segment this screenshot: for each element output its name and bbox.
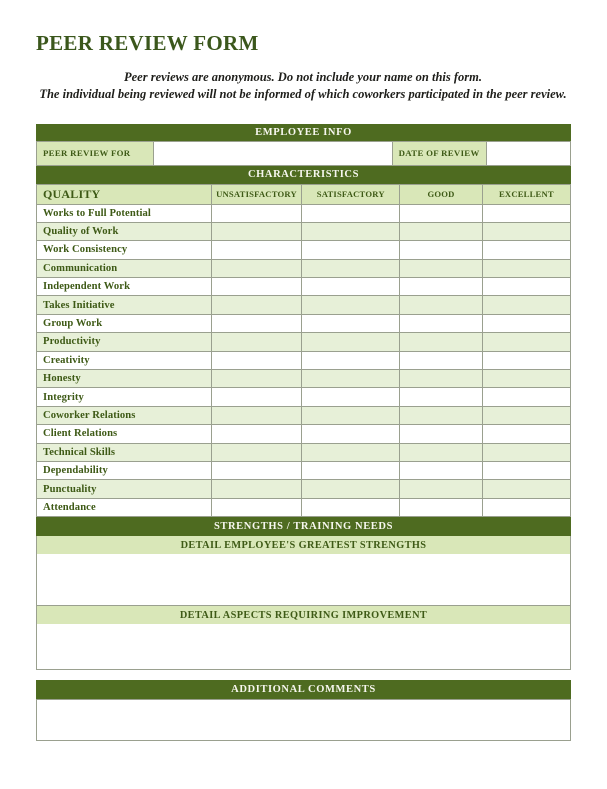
rating-cell-good[interactable] — [400, 480, 483, 498]
rating-cell-good[interactable] — [400, 205, 483, 223]
rating-cell-satisfactory[interactable] — [302, 315, 400, 333]
rating-cell-good[interactable] — [400, 407, 483, 425]
section-header-characteristics: CHARACTERISTICS — [36, 166, 571, 184]
rating-cell-excellent[interactable] — [483, 370, 571, 388]
rating-cell-unsatisfactory[interactable] — [212, 260, 303, 278]
characteristic-row — [37, 205, 571, 223]
rating-cell-unsatisfactory[interactable] — [212, 205, 303, 223]
rating-cell-unsatisfactory[interactable] — [212, 480, 303, 498]
rating-cell-excellent[interactable] — [483, 315, 571, 333]
rating-cell-unsatisfactory[interactable] — [212, 352, 303, 370]
rating-cell-unsatisfactory[interactable] — [212, 315, 303, 333]
rating-cell-good[interactable] — [400, 352, 483, 370]
employee-info-table — [36, 141, 571, 166]
subsection-header-greatest-strengths: DETAIL EMPLOYEE'S GREATEST STRENGTHS — [36, 536, 571, 554]
rating-cell-excellent[interactable] — [483, 260, 571, 278]
rating-cell-unsatisfactory[interactable] — [212, 444, 303, 462]
rating-cell-good[interactable] — [400, 499, 483, 517]
characteristic-label: Communication — [37, 260, 212, 278]
page-title: PEER REVIEW FORM — [36, 31, 259, 55]
characteristics-rows — [37, 205, 571, 518]
rating-cell-good[interactable] — [400, 241, 483, 259]
additional-comments-textarea[interactable] — [36, 699, 571, 741]
rating-cell-good[interactable] — [400, 462, 483, 480]
rating-cell-satisfactory[interactable] — [302, 462, 400, 480]
characteristic-row — [37, 480, 571, 498]
characteristics-header-row — [37, 185, 571, 205]
rating-cell-excellent[interactable] — [483, 425, 571, 443]
rating-cell-satisfactory[interactable] — [302, 480, 400, 498]
rating-cell-satisfactory[interactable] — [302, 444, 400, 462]
rating-cell-good[interactable] — [400, 444, 483, 462]
date-of-review-input[interactable] — [487, 142, 571, 166]
rating-cell-good[interactable] — [400, 333, 483, 351]
rating-cell-excellent[interactable] — [483, 462, 571, 480]
column-header-quality: QUALITY — [37, 185, 212, 205]
characteristic-label: Integrity — [37, 388, 212, 406]
rating-cell-satisfactory[interactable] — [302, 352, 400, 370]
rating-cell-good[interactable] — [400, 278, 483, 296]
characteristic-row — [37, 241, 571, 259]
characteristic-label: Attendance — [37, 499, 212, 517]
column-header-good: GOOD — [400, 185, 483, 205]
characteristic-row — [37, 499, 571, 517]
characteristic-row — [37, 296, 571, 314]
rating-cell-good[interactable] — [400, 388, 483, 406]
characteristic-row — [37, 425, 571, 443]
rating-cell-good[interactable] — [400, 296, 483, 314]
rating-cell-unsatisfactory[interactable] — [212, 370, 303, 388]
rating-cell-satisfactory[interactable] — [302, 205, 400, 223]
rating-cell-excellent[interactable] — [483, 205, 571, 223]
characteristic-row — [37, 278, 571, 296]
section-header-additional-comments: ADDITIONAL COMMENTS — [36, 680, 571, 699]
rating-cell-good[interactable] — [400, 223, 483, 241]
characteristic-label: Creativity — [37, 352, 212, 370]
characteristic-label: Honesty — [37, 370, 212, 388]
rating-cell-good[interactable] — [400, 425, 483, 443]
characteristic-label: Punctuality — [37, 480, 212, 498]
peer-review-for-label: PEER REVIEW FOR — [37, 142, 154, 166]
characteristic-label: Productivity — [37, 333, 212, 351]
rating-cell-unsatisfactory[interactable] — [212, 462, 303, 480]
rating-cell-unsatisfactory[interactable] — [212, 278, 303, 296]
rating-cell-excellent[interactable] — [483, 241, 571, 259]
rating-cell-good[interactable] — [400, 315, 483, 333]
rating-cell-good[interactable] — [400, 260, 483, 278]
characteristic-label: Technical Skills — [37, 444, 212, 462]
characteristic-row — [37, 223, 571, 241]
peer-review-for-input[interactable] — [154, 142, 393, 166]
rating-cell-satisfactory[interactable] — [302, 499, 400, 517]
rating-cell-excellent[interactable] — [483, 352, 571, 370]
date-of-review-label: DATE OF REVIEW — [393, 142, 487, 166]
rating-cell-satisfactory[interactable] — [302, 278, 400, 296]
rating-cell-excellent[interactable] — [483, 444, 571, 462]
rating-cell-unsatisfactory[interactable] — [212, 388, 303, 406]
rating-cell-unsatisfactory[interactable] — [212, 499, 303, 517]
rating-cell-satisfactory[interactable] — [302, 407, 400, 425]
column-header-satisfactory: SATISFACTORY — [302, 185, 400, 205]
characteristic-row — [37, 462, 571, 480]
characteristic-row — [37, 333, 571, 351]
characteristic-label: Takes Initiative — [37, 296, 212, 314]
rating-cell-unsatisfactory[interactable] — [212, 425, 303, 443]
rating-cell-satisfactory[interactable] — [302, 223, 400, 241]
column-header-excellent: EXCELLENT — [483, 185, 571, 205]
characteristic-row — [37, 352, 571, 370]
rating-cell-satisfactory[interactable] — [302, 425, 400, 443]
characteristic-label: Client Relations — [37, 425, 212, 443]
characteristic-row — [37, 315, 571, 333]
rating-cell-excellent[interactable] — [483, 407, 571, 425]
rating-cell-satisfactory[interactable] — [302, 333, 400, 351]
rating-cell-unsatisfactory[interactable] — [212, 407, 303, 425]
characteristic-label: Quality of Work — [37, 223, 212, 241]
rating-cell-excellent[interactable] — [483, 278, 571, 296]
characteristic-row — [37, 388, 571, 406]
characteristic-row — [37, 370, 571, 388]
section-header-employee-info: EMPLOYEE INFO — [36, 124, 571, 141]
characteristic-label: Dependability — [37, 462, 212, 480]
rating-cell-excellent[interactable] — [483, 480, 571, 498]
rating-cell-excellent[interactable] — [483, 223, 571, 241]
section-gap — [36, 670, 571, 680]
subsection-header-requiring-improvement: DETAIL ASPECTS REQUIRING IMPROVEMENT — [36, 606, 571, 624]
intro-line-1: Peer reviews are anonymous. Do not include your name on this form. — [123, 70, 482, 84]
characteristic-row — [37, 260, 571, 278]
characteristic-label: Works to Full Potential — [37, 205, 212, 223]
requiring-improvement-textarea[interactable] — [36, 624, 571, 670]
characteristic-label: Coworker Relations — [37, 407, 212, 425]
rating-cell-unsatisfactory[interactable] — [212, 296, 303, 314]
rating-cell-excellent[interactable] — [483, 333, 571, 351]
characteristic-label: Work Consistency — [37, 241, 212, 259]
intro-text — [23, 69, 583, 104]
rating-cell-good[interactable] — [400, 370, 483, 388]
employee-info-row — [37, 142, 571, 166]
rating-cell-excellent[interactable] — [483, 296, 571, 314]
section-header-strengths-training: STRENGTHS / TRAINING NEEDS — [36, 517, 571, 536]
rating-cell-satisfactory[interactable] — [302, 296, 400, 314]
characteristics-table — [36, 184, 571, 518]
rating-cell-satisfactory[interactable] — [302, 388, 400, 406]
rating-cell-satisfactory[interactable] — [302, 241, 400, 259]
rating-cell-unsatisfactory[interactable] — [212, 333, 303, 351]
characteristic-row — [37, 407, 571, 425]
rating-cell-excellent[interactable] — [483, 499, 571, 517]
rating-cell-satisfactory[interactable] — [302, 260, 400, 278]
peer-review-form — [36, 124, 571, 742]
characteristic-row — [37, 444, 571, 462]
characteristic-label: Independent Work — [37, 278, 212, 296]
column-header-unsatisfactory: UNSATISFACTORY — [212, 185, 303, 205]
rating-cell-unsatisfactory[interactable] — [212, 223, 303, 241]
characteristic-label: Group Work — [37, 315, 212, 333]
rating-cell-unsatisfactory[interactable] — [212, 241, 303, 259]
page-content — [36, 0, 571, 741]
rating-cell-excellent[interactable] — [483, 388, 571, 406]
rating-cell-satisfactory[interactable] — [302, 370, 400, 388]
intro-line-2: The individual being reviewed will not be informed of which coworkers participated in the peer review. — [39, 87, 567, 102]
greatest-strengths-textarea[interactable] — [36, 554, 571, 606]
